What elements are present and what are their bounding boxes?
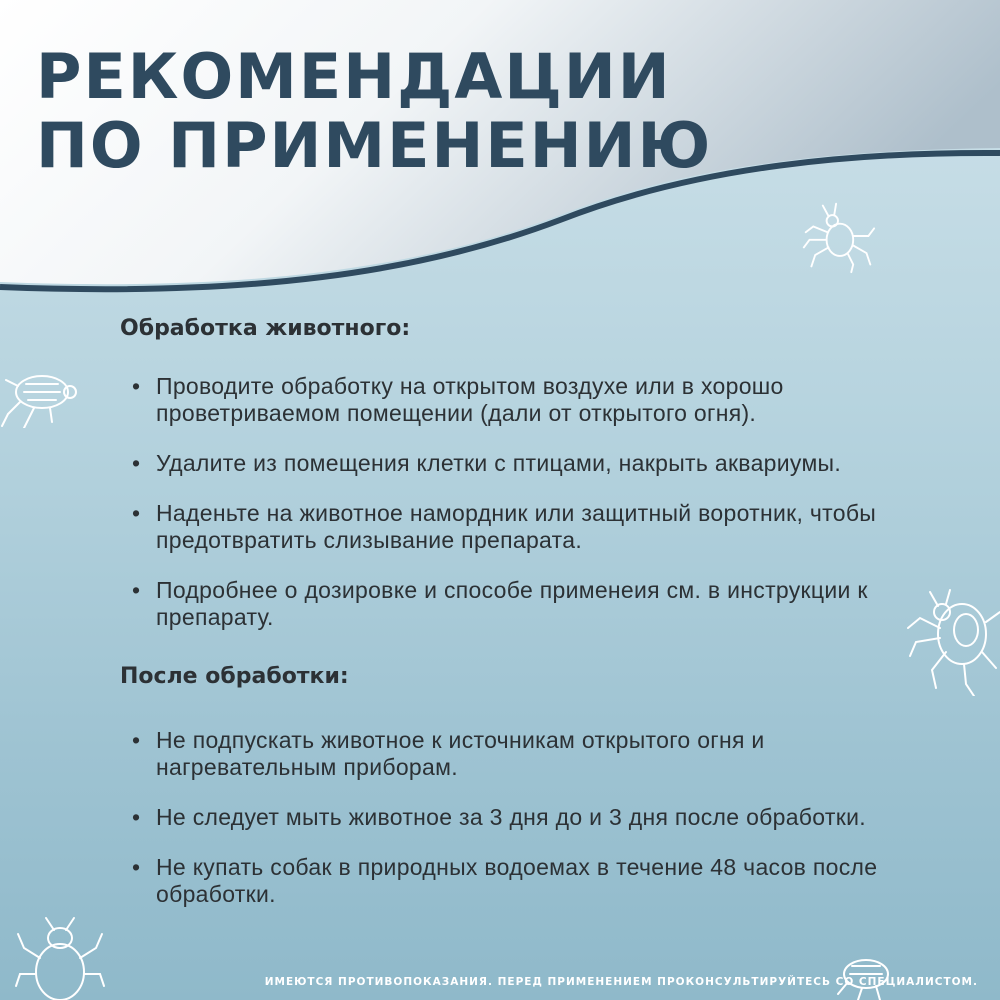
list-item: • Подробнее о дозировке и способе применеия см. в инструкции к препарату. bbox=[120, 577, 920, 631]
treatment-list bbox=[120, 373, 920, 631]
list-item: • Удалите из помещения клетки с птицами, накрыть аквариумы. bbox=[120, 450, 920, 477]
flea-icon bbox=[832, 948, 900, 1000]
tick-icon bbox=[800, 198, 876, 274]
list-item: • Не купать собак в природных водоемах в течение 48 часов после обработки. bbox=[120, 854, 920, 908]
after-treatment-list bbox=[120, 727, 920, 908]
disclaimer: ИМЕЮТСЯ ПРОТИВОПОКАЗАНИЯ. ПЕРЕД ПРИМЕНЕНИЕМ ПРОКОНСУЛЬТИРУЙТЕСЬ СО СПЕЦИАЛИСТОМ. bbox=[264, 976, 978, 988]
list-item: • Не подпускать животное к источникам открытого огня и нагревательным приборам. bbox=[120, 727, 920, 781]
title-line-1: РЕКОМЕНДАЦИИ bbox=[36, 40, 672, 113]
flea-icon bbox=[0, 362, 82, 428]
section-heading-treatment: Обработка животного: bbox=[120, 316, 411, 341]
list-item: • Не следует мыть животное за 3 дня до и 3 дня после обработки. bbox=[120, 804, 920, 831]
title-line-2: ПО ПРИМЕНЕНИЮ bbox=[36, 109, 713, 182]
bug-icon bbox=[14, 912, 106, 1000]
content bbox=[120, 314, 920, 908]
section-heading-after: После обработки: bbox=[120, 664, 349, 689]
list-item: • Наденьте на животное намордник или защитный воротник, чтобы предотвратить слизывание препарата. bbox=[120, 500, 920, 554]
list-item: • Проводите обработку на открытом воздухе или в хорошо проветриваемом помещении (дали от открытого огня). bbox=[120, 373, 920, 427]
page-title bbox=[36, 42, 712, 180]
